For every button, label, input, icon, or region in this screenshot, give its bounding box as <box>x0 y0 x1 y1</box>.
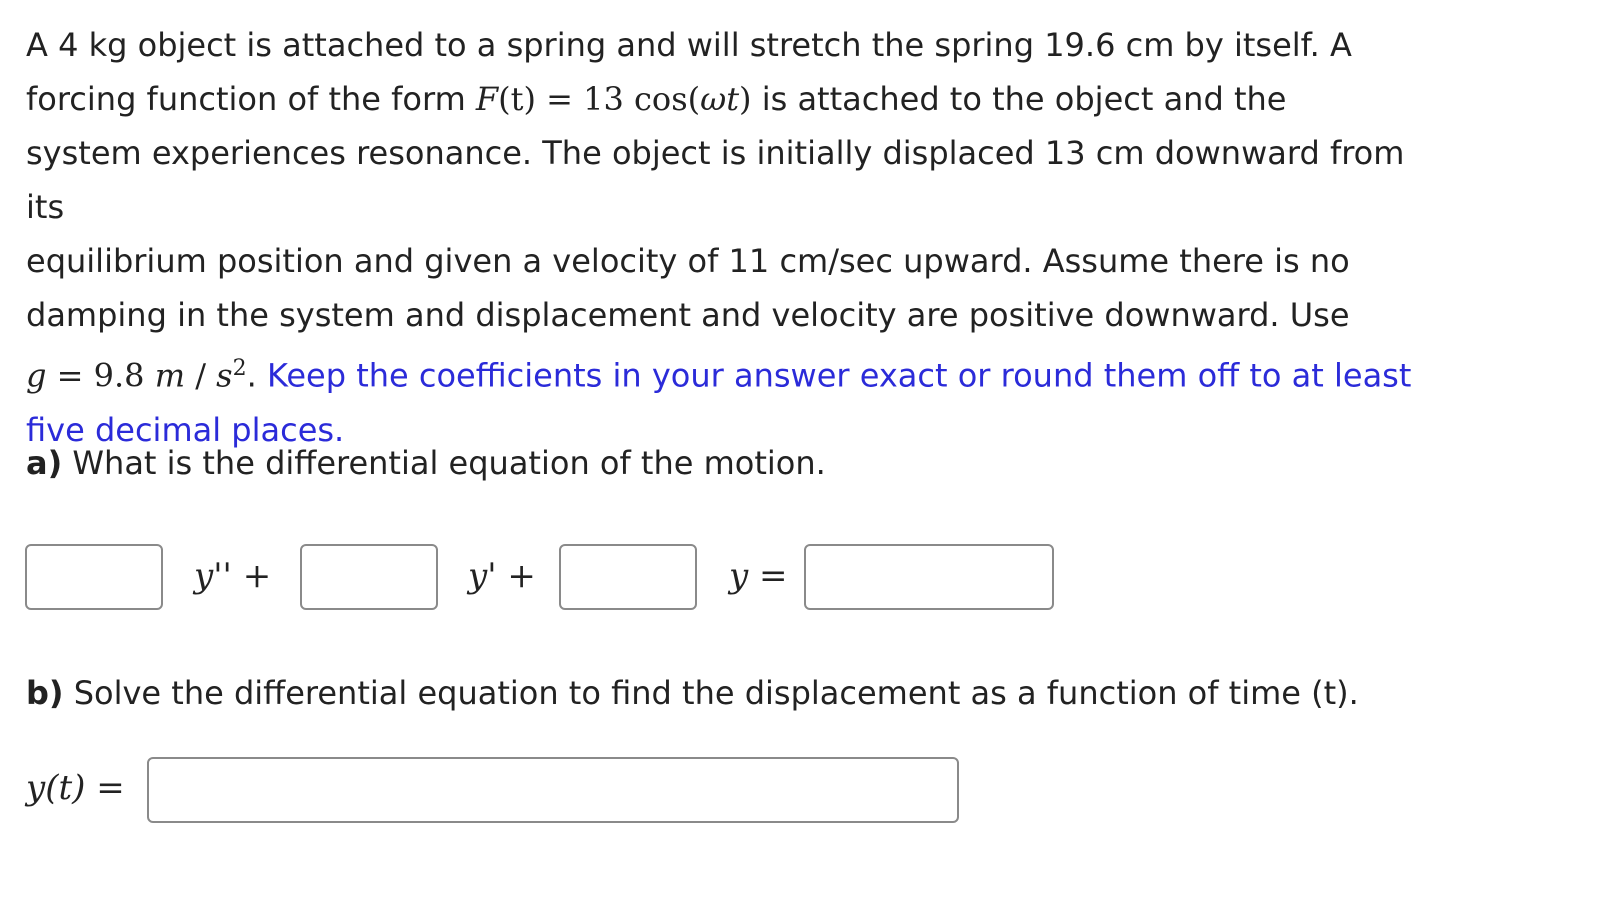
problem-statement <box>26 18 1426 457</box>
math-omega-t: ωt <box>700 80 740 118</box>
problem-line-1: A 4 kg object is attached to a spring and will stretch the spring 19.6 cm by itself. A <box>26 26 1352 64</box>
y-of-t-label: y(t) = <box>26 768 125 808</box>
problem-line-6 <box>26 342 1426 403</box>
problem-line-2-text: forcing function of the form <box>26 80 476 118</box>
math-g-value: = 9.8 <box>46 356 155 395</box>
part-b-question <box>26 674 1359 712</box>
problem-line-2-end: is attached to the object and the <box>751 80 1287 118</box>
part-b-text: Solve the differential equation to find the displacement as a function of time (t). <box>63 674 1359 712</box>
rounding-instruction-cont: five decimal places. <box>26 410 345 449</box>
coefficient-y-double-prime-input[interactable] <box>25 544 163 610</box>
coefficient-y-input[interactable] <box>559 544 697 610</box>
math-slash: / <box>185 356 217 395</box>
problem-line-4: equilibrium position and given a velocity of 11 cm/sec upward. Assume there is no <box>26 242 1350 280</box>
math-t: (t) <box>498 80 536 118</box>
math-eq: = 13 cos( <box>535 80 701 118</box>
y-prime-symbol: y' + <box>468 556 536 596</box>
math-s: s <box>216 356 233 395</box>
problem-line-3: system experiences resonance. The object is initially displaced 13 cm downward from its <box>26 134 1405 226</box>
math-close: ) <box>739 80 752 118</box>
math-exponent: 2 <box>232 356 247 381</box>
right-hand-side-input[interactable] <box>804 544 1054 610</box>
rounding-instruction: Keep the coefficients in your answer exact or round them off to at least <box>256 356 1412 395</box>
y-double-prime-symbol: y'' + <box>194 556 272 596</box>
coefficient-y-prime-input[interactable] <box>300 544 438 610</box>
math-period: . <box>246 356 257 395</box>
solution-input[interactable] <box>147 757 959 823</box>
part-b-label: b) <box>26 674 64 712</box>
part-a-text: What is the differential equation of the motion. <box>62 444 826 482</box>
y-equals-symbol: y = <box>729 556 788 596</box>
math-F: F <box>475 80 499 118</box>
problem-line-5: damping in the system and displacement and velocity are positive downward. Use <box>26 296 1350 334</box>
part-a-label: a) <box>26 444 63 482</box>
problem-line-2 <box>26 72 1426 126</box>
part-a-question <box>26 444 826 482</box>
math-m: m <box>154 356 186 395</box>
math-g: g <box>26 356 47 395</box>
